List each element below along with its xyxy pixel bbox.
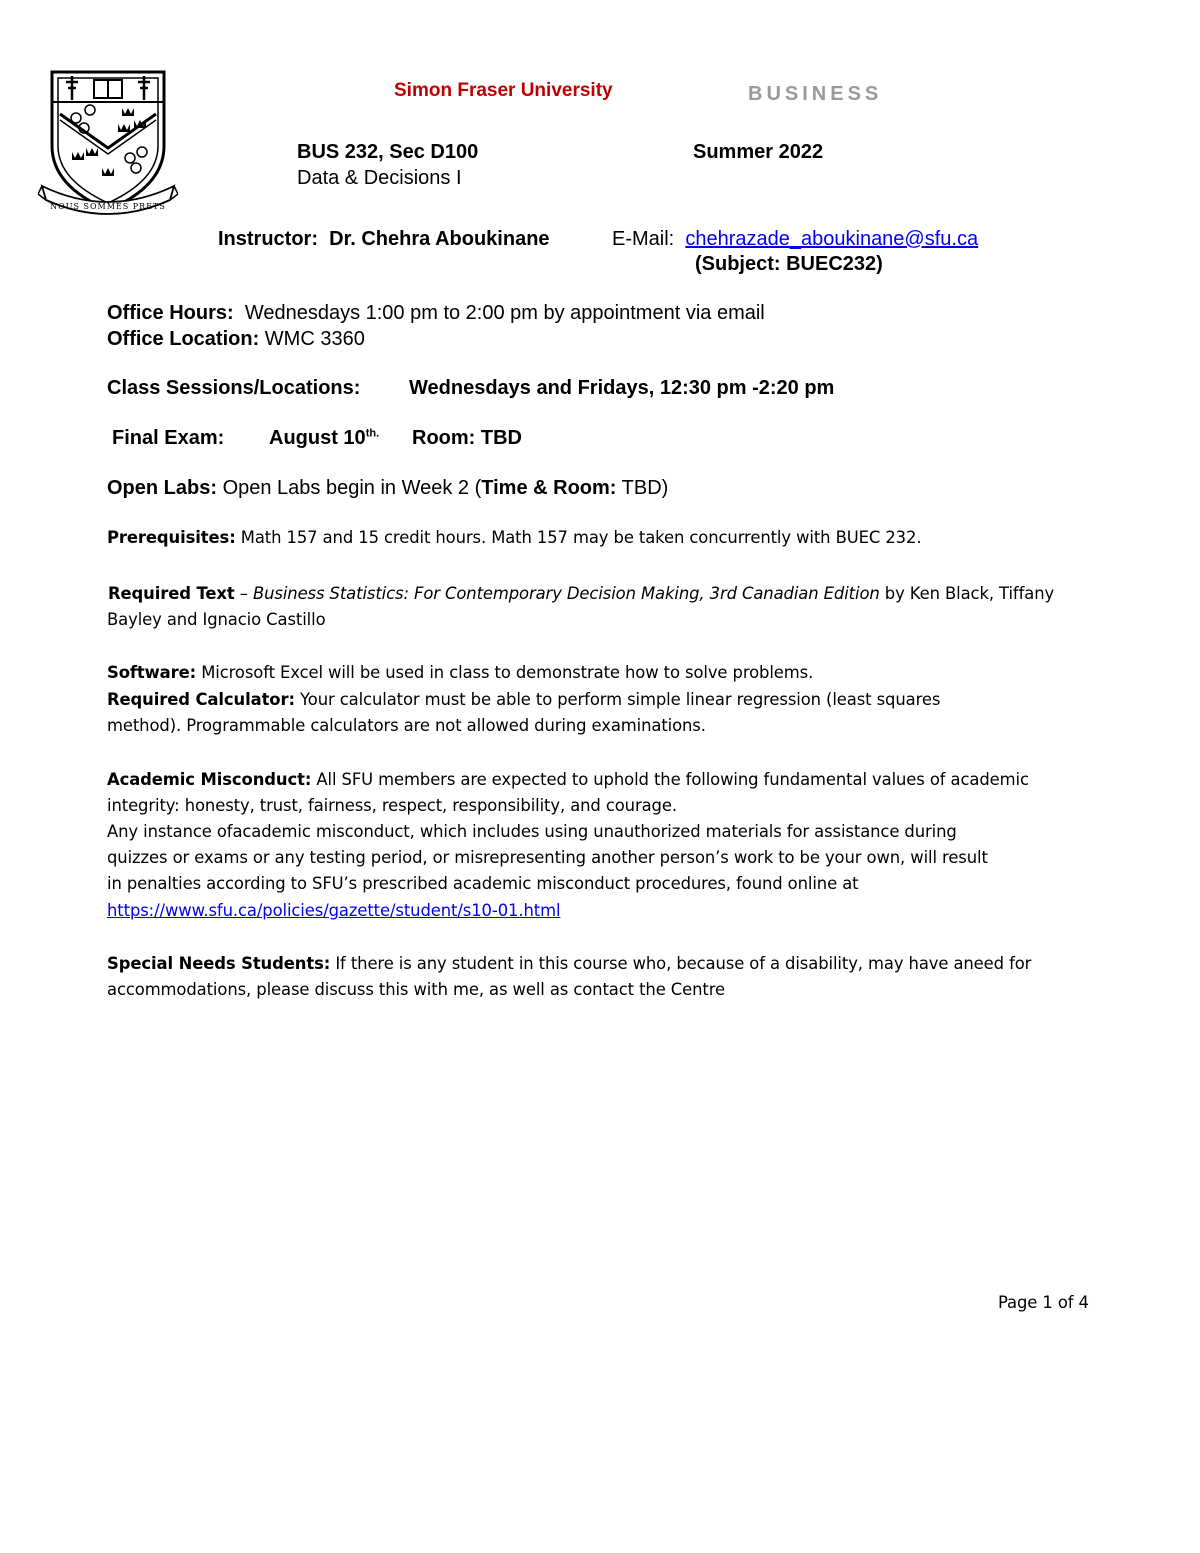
instructor-name: Dr. Chehra Aboukinane: [329, 228, 550, 250]
business-wordmark: BUSINESS: [748, 83, 883, 105]
required-text-dash: –: [234, 584, 253, 603]
office-location-label: Office Location:: [107, 328, 260, 350]
misconduct-text1: All SFU members are expected to uphold the following fundamental values of academic: [316, 770, 1029, 789]
class-sessions-label: Class Sessions/Locations:: [107, 377, 361, 399]
required-text-book: Business Statistics: For Contemporary Decision Making, 3rd Canadian Edition: [252, 584, 880, 603]
calculator-line1: [107, 690, 940, 709]
misconduct-line4: quizzes or exams or any testing period, or misrepresenting another person’s work to be your own, will result: [107, 848, 988, 867]
software-text: Microsoft Excel will be used in class to demonstrate how to solve problems.: [201, 663, 814, 682]
special-needs-text1: If there is any student in this course who, because of a disability, may have aneed for: [330, 954, 1032, 973]
office-location: [107, 328, 365, 351]
page-number: Page 1 of 4: [998, 1293, 1089, 1312]
open-labs-text-a: Open Labs begin in Week 2 (: [222, 477, 482, 499]
open-labs-bold: Time & Room:: [481, 477, 617, 499]
software-label: Software:: [107, 663, 197, 682]
instructor-label: Instructor:: [218, 228, 318, 250]
calculator-line2: method). Programmable calculators are not allowed during examinations.: [107, 716, 706, 735]
required-text-label: Required Text: [108, 584, 235, 603]
office-hours-label: Office Hours:: [107, 302, 234, 324]
misconduct-line5: in penalties according to SFU’s prescribed academic misconduct procedures, found online at: [107, 874, 859, 893]
prerequisites: [107, 528, 921, 547]
required-text-authors2: Bayley and Ignacio Castillo: [107, 610, 326, 629]
required-text-line1: [108, 584, 1054, 603]
email-label: E-Mail:: [612, 228, 675, 250]
final-exam-room: Room: TBD: [412, 427, 522, 449]
calculator-label: Required Calculator:: [107, 690, 295, 709]
final-exam-date-sup: th.: [365, 427, 380, 440]
email-subject: (Subject: BUEC232): [695, 253, 883, 275]
office-hours: [107, 302, 765, 325]
special-needs-label: Special Needs Students:: [107, 954, 331, 973]
office-hours-value: Wednesdays 1:00 pm to 2:00 pm by appointment via email: [244, 302, 765, 324]
prerequisites-label: Prerequisites:: [107, 528, 236, 547]
class-sessions-value: Wednesdays and Fridays, 12:30 pm -2:20 pm: [409, 377, 835, 399]
sfu-crest-logo: [38, 68, 178, 224]
final-exam-date-text: August 10: [269, 427, 366, 449]
misconduct-label: Academic Misconduct:: [107, 770, 312, 789]
misconduct-line1: [107, 770, 1029, 789]
required-text-authors1: by Ken Black, Tiffany: [879, 584, 1055, 603]
course-code: BUS 232, Sec D100: [297, 141, 479, 163]
open-labs-label: Open Labs:: [107, 477, 218, 499]
misconduct-line2: integrity: honesty, trust, fairness, respect, responsibility, and courage.: [107, 796, 677, 815]
open-labs: [107, 477, 668, 500]
calculator-text1: Your calculator must be able to perform simple linear regression (least squares: [300, 690, 941, 709]
open-labs-text-b: TBD): [616, 477, 669, 499]
office-location-value: WMC 3360: [264, 328, 365, 350]
email-row: [612, 228, 978, 251]
instructor-row: [218, 228, 550, 251]
misconduct-policy-link[interactable]: https://www.sfu.ca/policies/gazette/student/s10-01.html: [107, 901, 561, 920]
email-link[interactable]: chehrazade_aboukinane@sfu.ca: [685, 228, 979, 250]
final-exam-label: Final Exam:: [112, 427, 225, 449]
prerequisites-text: Math 157 and 15 credit hours. Math 157 may be taken concurrently with BUEC 232.: [240, 528, 922, 547]
university-name: Simon Fraser University: [394, 80, 613, 101]
final-exam-date: [269, 427, 379, 450]
special-needs-line1: [107, 954, 1031, 973]
software: [107, 663, 813, 682]
crest-motto: NOUS SOMMES PRETS: [50, 202, 166, 211]
course-title: Data & Decisions I: [297, 167, 462, 189]
misconduct-line3: Any instance ofacademic misconduct, which includes using unauthorized materials for assistance during: [107, 822, 957, 841]
special-needs-line2: accommodations, please discuss this with me, as well as contact the Centre: [107, 980, 725, 999]
course-term: Summer 2022: [693, 141, 824, 163]
